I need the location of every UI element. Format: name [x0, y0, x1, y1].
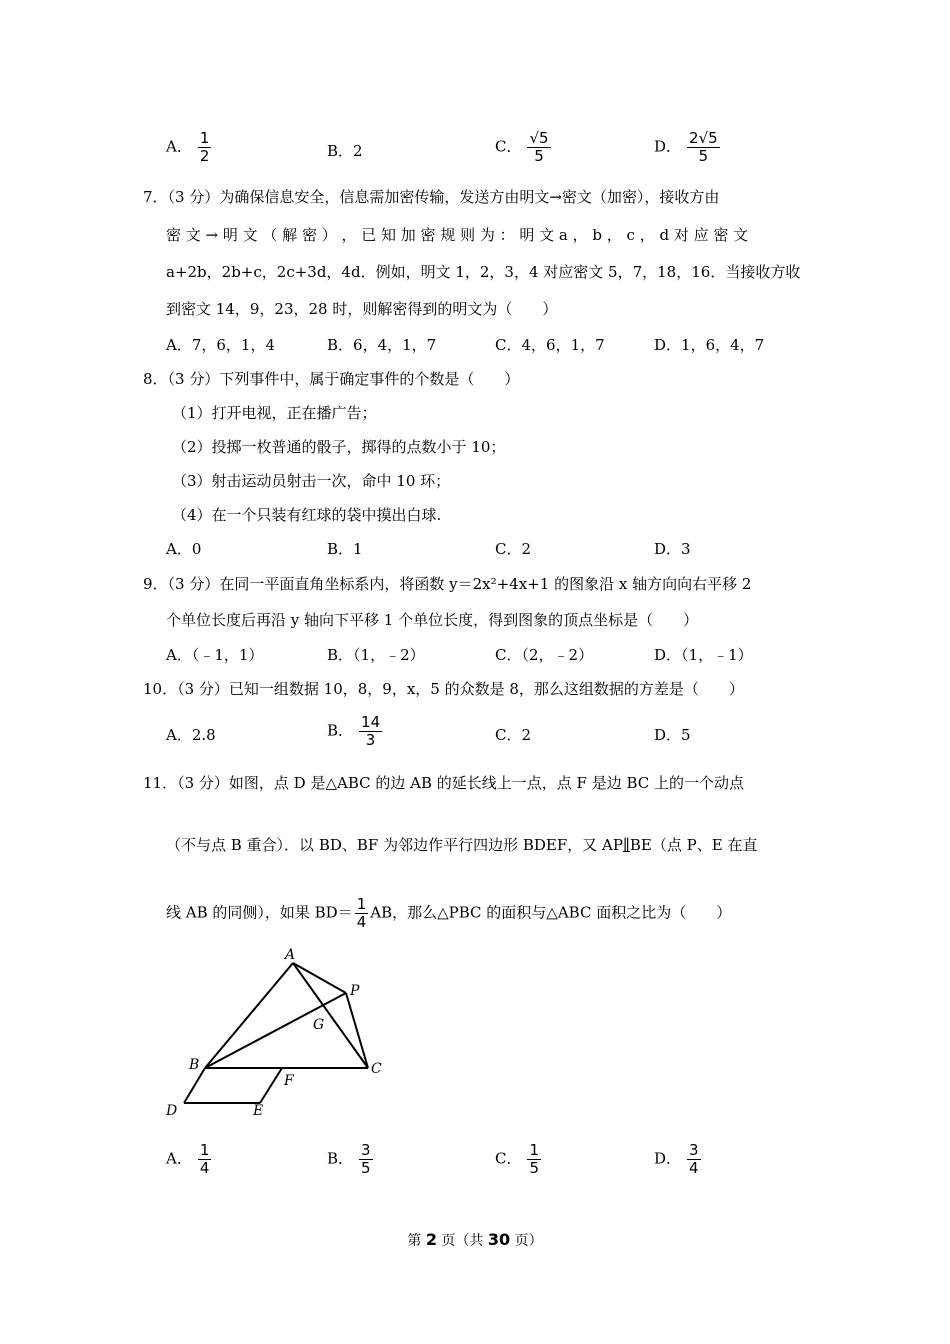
q7-line-4: 到密文 14，9，23，28 时，则解密得到的明文为（ ）: [166, 300, 558, 318]
segment-bd: [184, 1068, 205, 1103]
q10-line-1: 10．（3 分）已知一组数据 10，8，9，x，5 的众数是 8，那么这组数据的方差是（ ）: [143, 680, 744, 698]
segment-ef: [260, 1068, 282, 1103]
q11-option-c: C． $\frac{1}{5}$: [495, 1141, 540, 1177]
segment-bp: [205, 993, 346, 1068]
q11-option-a: A． $\frac{1}{4}$: [166, 1141, 210, 1177]
segment-ap: [293, 963, 346, 993]
q7-option-d: D．1，6，4，7: [654, 336, 765, 354]
q7-option-b: B．6，4，1，7: [327, 336, 437, 354]
q8-item-1: （1）打开电视，正在播广告；: [172, 404, 377, 422]
q8-line-1: 8．（3 分）下列事件中，属于确定事件的个数是（ ）: [143, 370, 520, 388]
q7-line-1: 7．（3 分）为确保信息安全，信息需加密传输，发送方由明文→密文（加密），接收方由: [143, 188, 720, 206]
page-number: 2: [425, 1230, 437, 1249]
label-e: E: [253, 1103, 264, 1119]
q9-line-2: 个单位长度后再沿 y 轴向下平移 1 个单位长度，得到图象的顶点坐标是（ ）: [166, 611, 699, 629]
q11-option-b: B． $\frac{3}{5}$: [327, 1141, 371, 1177]
page-total: 30: [487, 1230, 511, 1249]
q8-option-b: B．1: [327, 540, 363, 558]
q11-line-1: 11．（3 分）如图，点 D 是△ABC 的边 AB 的延长线上一点，点 F 是边 BC 上的一个动点: [143, 774, 745, 792]
q6-option-a: A． $\frac{1}{2}$: [166, 129, 210, 165]
q11-option-d: D． $\frac{3}{4}$: [654, 1141, 699, 1177]
q9-option-a: A．（﹣1，1）: [166, 646, 264, 664]
q7-option-c: C．4，6，1，7: [495, 336, 605, 354]
q6-option-d: D． $\frac{2√5}{5}$: [654, 129, 718, 165]
q8-item-2: （2）投掷一枚普通的骰子，掷得的点数小于 10；: [172, 438, 506, 456]
label-b: B: [189, 1057, 200, 1073]
q9-option-d: D．（1，﹣1）: [654, 646, 753, 664]
label-d: D: [166, 1103, 178, 1119]
q10-option-c: C．2: [495, 726, 532, 744]
label-g: G: [313, 1017, 325, 1033]
q10-option-a: A．2.8: [166, 726, 216, 744]
segment-ab: [205, 963, 293, 1068]
q6-option-b: B．2: [327, 142, 363, 160]
q7-option-a: A．7，6，1，4: [166, 336, 276, 354]
q8-item-4: （4）在一个只装有红球的袋中摸出白球.: [172, 506, 442, 524]
q7-line-2: 密 文 → 明 文 （ 解 密 ） ， 已 知 加 密 规 则 为 ： 明 文 a ， b ， c ， d 对 应 密 文: [166, 226, 749, 244]
q8-option-a: A．0: [166, 540, 202, 558]
q8-item-3: （3）射击运动员射击一次，命中 10 环；: [172, 472, 451, 490]
page-footer: 第 2 页（共 30 页）: [407, 1230, 543, 1249]
q9-option-b: B．（1，﹣2）: [327, 646, 425, 664]
q8-option-d: D．3: [654, 540, 691, 558]
q9-option-c: C．（2，﹣2）: [495, 646, 594, 664]
q10-option-b: B． $\frac{14}{3}$: [327, 713, 381, 749]
label-p: P: [350, 983, 360, 999]
segment-pc: [346, 993, 368, 1068]
q11-line-3: 线 AB 的同侧），如果 BD＝ $\frac{1}{4}$ AB，那么△PBC 的面积与△ABC 面积之比为（ ）: [166, 895, 732, 931]
q7-line-3: a+2b，2b+c，2c+3d，4d．例如，明文 1，2，3，4 对应密文 5，7，18，16．当接收方收: [166, 263, 801, 281]
q10-option-d: D．5: [654, 726, 691, 744]
geometry-figure: [160, 945, 400, 1125]
q6-option-c: C． $\frac{√5}{5}$: [495, 129, 549, 165]
label-c: C: [371, 1061, 382, 1077]
q11-line-2: （不与点 B 重合）．以 BD、BF 为邻边作平行四边形 BDEF，又 AP∥BE（点 P、E 在直: [166, 836, 758, 854]
label-a: A: [285, 947, 296, 963]
q9-line-1: 9．（3 分）在同一平面直角坐标系内，将函数 y＝2x²+4x+1 的图象沿 x 轴方向向右平移 2: [143, 575, 752, 593]
label-f: F: [284, 1073, 294, 1089]
q8-option-c: C．2: [495, 540, 532, 558]
parallel-equal-symbol: ∥: [622, 836, 630, 854]
